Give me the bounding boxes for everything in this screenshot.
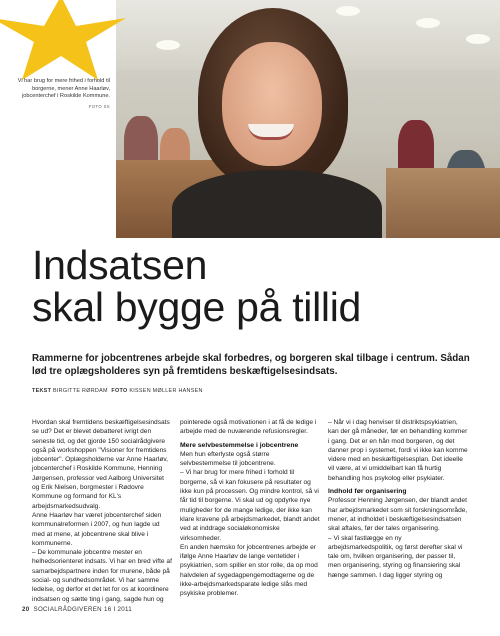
byline-text-label: TEKST — [32, 388, 52, 394]
body-column-1 — [32, 418, 172, 604]
ceiling-lamp — [336, 6, 360, 16]
ceiling-lamp — [416, 18, 440, 28]
publication-name: SOCIALRÅDGIVEREN — [33, 606, 102, 613]
caption-credit: FOTO SS — [88, 103, 110, 109]
ceiling-lamp — [156, 40, 180, 50]
issue-number: 16 — [103, 606, 112, 613]
ceiling-lamp — [466, 34, 490, 44]
subheading: Indhold før organisering — [328, 488, 407, 496]
byline-text-author: BIRGITTE RØRDAM — [52, 388, 108, 394]
body-column-3 — [328, 418, 468, 580]
photo-caption — [6, 78, 110, 110]
byline — [32, 388, 472, 394]
paragraph: – Vi skal fastlægge en ny arbejdsmarkedspolitik, og først derefter skal vi tale om, hvilken organisering, der passer til, men organisering, styring og finansiering skal hænge sammen. I dag ligger styring og — [328, 534, 463, 579]
byline-photo-label: FOTO — [111, 388, 128, 394]
paragraph: Anne Haarløv har været jobcenterchef siden kommunalreformen i 2007, og hun lagde ud med at mene, at jobcentrene skal blive i kommunerne. — [32, 511, 162, 547]
footer-separator: I — [113, 606, 116, 613]
paragraph: – De kommunale jobcentre mester en helhedsorienteret indsats. Vi har en bred vifte af samarbejdspartnere inden for murene, både på social- og sundhedsområdet. Vi har samme ledelse, og derfor et det let for os at koordinere indsatsen og sætte ting i gang, sagde hun og — [32, 549, 172, 603]
subheading: Mere selvbestemmelse i jobcentrene — [180, 441, 299, 449]
paragraph: pointerede også motivationen i at få de ledige i arbejde med de nuværende refusionsregler. — [180, 419, 317, 436]
issue-year: 2011 — [117, 606, 133, 613]
body-column-2 — [180, 418, 320, 599]
woman-body — [172, 170, 382, 238]
headline-line-1: Indsatsen — [32, 242, 208, 288]
article-lead: Rammerne for jobcentrenes arbejde skal forbedres, og borgeren skal tilbage i centrum. Sådan lød tre oplægsholderes syn på fremtidens beskæftigelsesindsats. — [32, 353, 470, 377]
headline-line-2: skal bygge på tillid — [32, 284, 362, 330]
paragraph: – Når vi i dag henviser til distriktspsykiatrien, kan der gå måneder, før en behandling kommer i gang. Det er en hån mod borgeren, og det danner prop i systemet, fordi vi ikke kan komme videre med en beskæftigelsesplan. Det ideelle vil være, at vi umiddelbart kan få hurtig behandling hos psykolog eller psykiater. — [328, 419, 468, 482]
paragraph: – Vi har brug for mere frihed i forhold til borgerne, så vi kan fokusere på resultater og ikke kun på processen. Og mindre kontrol, så vi får tid til borgerne. Vi skal ud og opdyrke nye muligheder for de mange ledige, der ikke kan klare kravene på arbejdsmarkedet, blandt andet ved at inddrage socialøkonomiske virksomheder. — [180, 469, 320, 542]
paragraph: En anden hæmsko for jobcentrenes arbejde er ifølge Anne Haarløv de lange ventetider i psykiatrien, som spiller en stor rolle, da op mod halvdelen af sygedagpengemodtagerne og de ikke-arbejdsmarkedsparate ledige slås med psykiske problemer. — [180, 543, 318, 598]
page-footer — [22, 606, 132, 613]
paragraph: Professor Henning Jørgensen, der blandt andet har arbejdsmarkedet som sit forskningsområde, mener, at indholdet i beskæftigelsesindsatsen skal aftales, før der tales organisering. — [328, 497, 468, 533]
paragraph: Hvordan skal fremtidens beskæftigelsesindsats se ud? Det er blevet debatteret ivrigt den seneste tid, og det gjorde 150 socialrådgivere også på workshoppen "Visioner for fremtidens jobcenter". Oplægsholderne var Anne Haarløv, jobcenterchef i Roskilde Kommune, Henning Jørgensen, professor ved Aalborg Universitet og Erik Nielsen, borgmester i Rødovre Kommune og formand for KL's arbejdsmarkedsudvalg. — [32, 419, 170, 510]
article-photo — [116, 0, 500, 238]
paragraph: Men hun efterlyste også større selvbestemmelse til jobcentrene. — [180, 450, 276, 468]
caption-text: Vi har brug for mere frihed i forhold til borgerne, mener Anne Haarløv, jobcenterchef i Roskilde Kommune. — [17, 78, 110, 100]
page-number: 20 — [22, 606, 30, 613]
star-icon — [0, 0, 136, 88]
article-headline — [32, 244, 492, 328]
photo-table — [386, 168, 500, 238]
woman-face — [222, 42, 322, 166]
byline-photo-author: KISSEN MØLLER HANSEN — [129, 388, 203, 394]
